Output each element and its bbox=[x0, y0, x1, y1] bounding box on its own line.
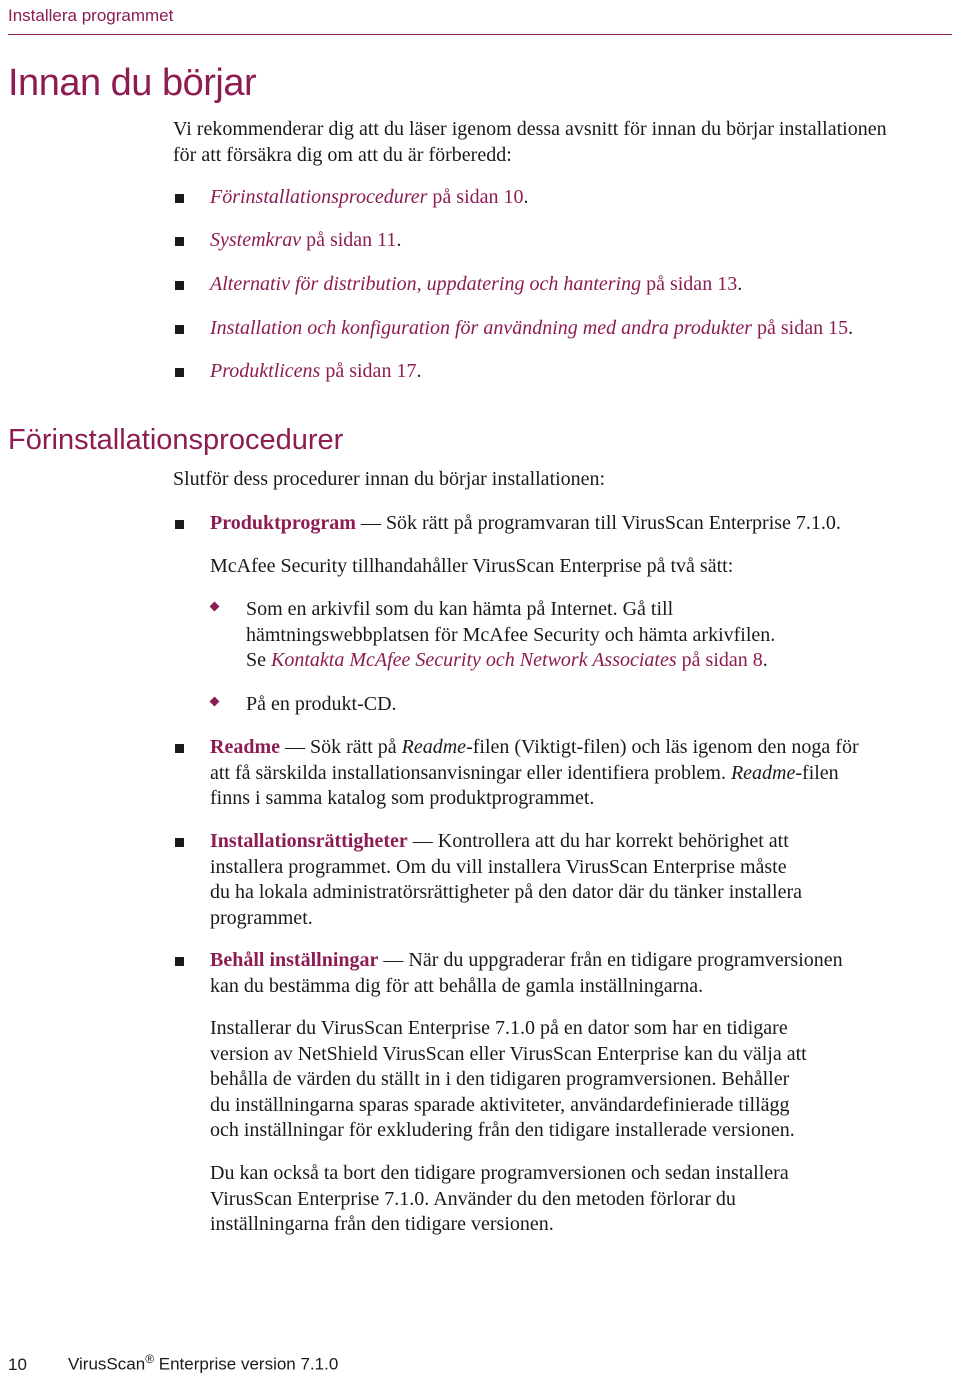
delivery-methods-text: McAfee Security tillhandahåller VirusScan Enterprise på två sätt: bbox=[210, 555, 734, 577]
toc-link[interactable]: Förinstallationsprocedurer bbox=[210, 186, 428, 208]
term-label: Behåll inställningar bbox=[210, 949, 379, 971]
section-title: Förinstallationsprocedurer bbox=[8, 424, 344, 456]
list-item-keep-settings: Behåll inställningar — När du uppgraderar från en tidigare programversionen kan du bestämma dig för att behålla de gamla inställningarna. bbox=[210, 949, 843, 997]
header-rule bbox=[8, 34, 952, 35]
square-bullet-icon bbox=[175, 237, 184, 246]
toc-link[interactable]: Installation och konfiguration för användning med andra produkter bbox=[210, 317, 753, 339]
sub-item-archive: Som en arkivfil som du kan hämta på Internet. Gå till hämtningswebbplatsen för McAfee Security och hämta arkivfilen. Se Kontakta McAfee Security och Network Associates på sidan 8. bbox=[246, 598, 776, 671]
diamond-bullet-icon bbox=[210, 697, 220, 707]
sub-item-cd: På en produkt-CD. bbox=[246, 693, 397, 715]
toc-item: Produktlicens på sidan 17. bbox=[210, 360, 422, 382]
contact-link[interactable]: Kontakta McAfee Security och Network Associates bbox=[271, 649, 677, 671]
page-reference[interactable]: på sidan 13 bbox=[646, 273, 738, 295]
toc-item: Systemkrav på sidan 11. bbox=[210, 229, 402, 251]
intro-paragraph: Vi rekommenderar dig att du läser igenom dessa avsnitt för innan du börjar installationen för att försäkra dig om att du är förberedd: bbox=[173, 118, 887, 166]
term-label: Produktprogram bbox=[210, 512, 356, 534]
toc-item: Förinstallationsprocedurer på sidan 10. bbox=[210, 186, 529, 208]
square-bullet-icon bbox=[175, 368, 184, 377]
square-bullet-icon bbox=[175, 325, 184, 334]
toc-link[interactable]: Alternativ för distribution, uppdatering och hantering bbox=[210, 273, 642, 295]
section-intro: Slutför dess procedurer innan du börjar installationen: bbox=[173, 468, 606, 490]
toc-item: Installation och konfiguration för användning med andra produkter på sidan 15. bbox=[210, 317, 854, 339]
page-reference[interactable]: på sidan 11 bbox=[306, 229, 397, 251]
running-header: Installera programmet bbox=[8, 6, 174, 25]
page-reference[interactable]: på sidan 15 bbox=[757, 317, 849, 339]
page-reference[interactable]: på sidan 17 bbox=[325, 360, 417, 382]
square-bullet-icon bbox=[175, 281, 184, 290]
page-footer bbox=[8, 1352, 338, 1375]
list-item-readme: Readme — Sök rätt på Readme-filen (Viktigt-filen) och läs igenom den noga för att få särskilda installationsanvisningar eller identifiera problem. Readme-filen finns i samma katalog som produktprogrammet. bbox=[210, 736, 859, 809]
page-number: 10 bbox=[8, 1354, 27, 1374]
page-reference[interactable]: på sidan 10 bbox=[432, 186, 524, 208]
toc-link[interactable]: Produktlicens bbox=[210, 360, 321, 382]
square-bullet-icon bbox=[175, 520, 184, 529]
term-label: Readme bbox=[210, 736, 280, 758]
square-bullet-icon bbox=[175, 744, 184, 753]
toc-item: Alternativ för distribution, uppdatering och hantering på sidan 13. bbox=[210, 273, 743, 295]
square-bullet-icon bbox=[175, 838, 184, 847]
term-label: Installationsrättigheter bbox=[210, 830, 408, 852]
page-title: Innan du börjar bbox=[8, 62, 257, 104]
upgrade-paragraph: Installerar du VirusScan Enterprise 7.1.0 på en dator som har en tidigare version av NetShield VirusScan eller VirusScan Enterprise kan du välja att behålla de värden du ställt in i den tidigaren programversionen. Behåller du inställningarna sparas sparade aktiviteter, användardefinierade tillägg och inställningar för exkludering från den tidigare installerade versionen. bbox=[210, 1017, 807, 1141]
footer-product: VirusScan bbox=[68, 1354, 146, 1374]
toc-link[interactable]: Systemkrav bbox=[210, 229, 302, 251]
list-item-rights: Installationsrättigheter — Kontrollera att du har korrekt behörighet att installera programmet. Om du vill installera VirusScan Enterprise måste du ha lokala administratörsrättigheter på den dator där du tänker installera programmet. bbox=[210, 830, 803, 929]
page-reference[interactable]: på sidan 8 bbox=[681, 649, 763, 671]
remove-paragraph: Du kan också ta bort den tidigare programversionen och sedan installera VirusScan Enterprise 7.1.0. Använder du den metoden förlorar du inställningarna från den tidigare versionen. bbox=[210, 1162, 789, 1235]
registered-mark: ® bbox=[145, 1352, 155, 1366]
square-bullet-icon bbox=[175, 194, 184, 203]
footer-version: Enterprise version 7.1.0 bbox=[154, 1354, 339, 1374]
list-item-produktprogram: Produktprogram — Sök rätt på programvaran till VirusScan Enterprise 7.1.0. bbox=[210, 512, 841, 534]
diamond-bullet-icon bbox=[210, 602, 220, 612]
square-bullet-icon bbox=[175, 957, 184, 966]
